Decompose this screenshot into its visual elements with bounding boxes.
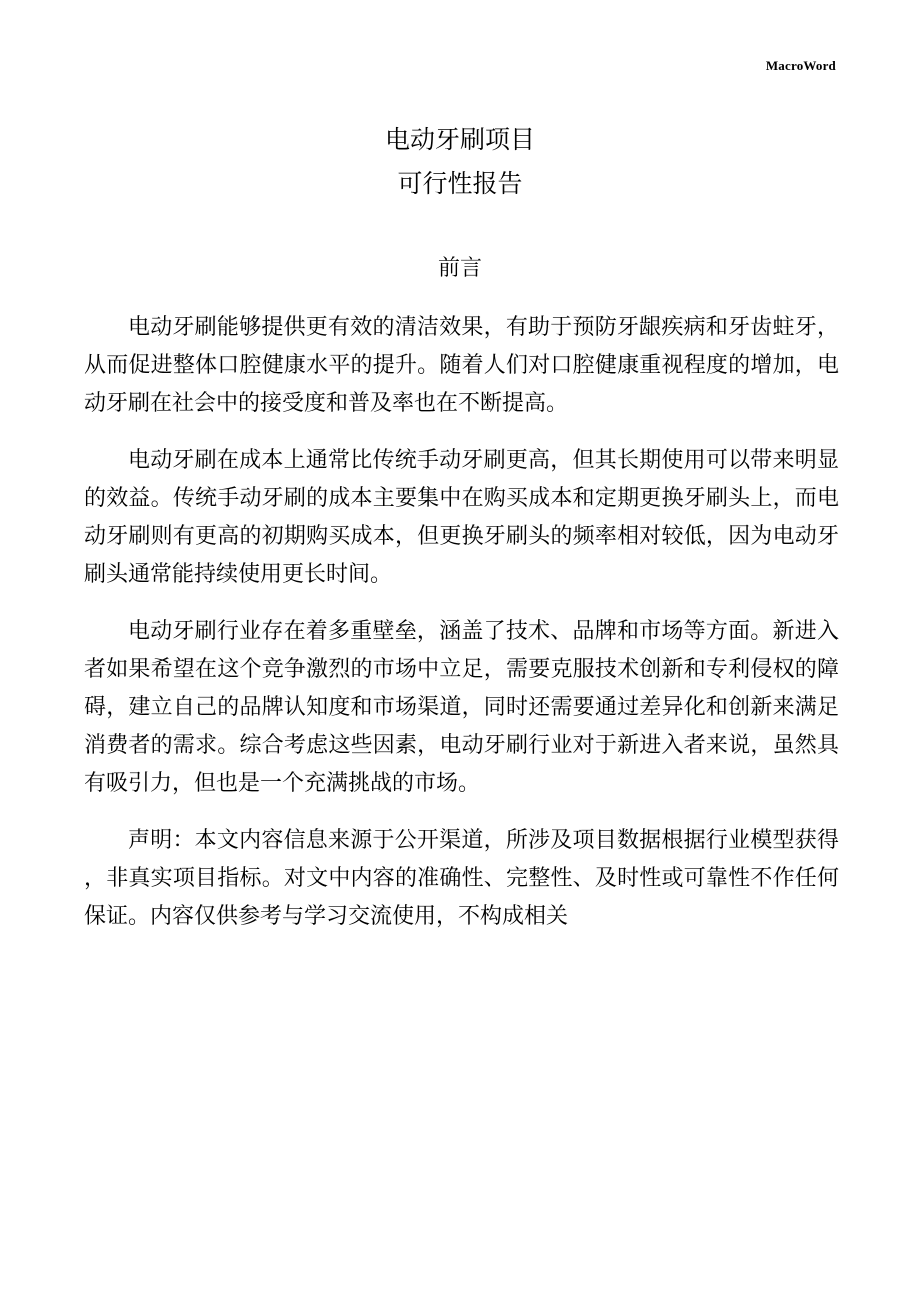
title-line-1: 电动牙刷项目	[384, 125, 535, 154]
header-brand: MacroWord	[765, 58, 836, 73]
title-line-2: 可行性报告	[397, 169, 523, 198]
paragraph-4-disclaimer: 声明：本文内容信息来源于公开渠道，所涉及项目数据根据行业模型获得，非真实项目指标。对文中内容的准确性、完整性、及时性或可靠性不作任何保证。内容仅供参考与学习交流使用，不构成相关	[84, 828, 839, 929]
preface-heading: 前言	[437, 256, 482, 281]
document-title	[0, 118, 920, 206]
paragraph-3: 电动牙刷行业存在着多重壁垒，涵盖了技术、品牌和市场等方面。新进入者如果希望在这个竞争激烈的市场中立足，需要克服技术创新和专利侵权的障碍，建立自己的品牌认知度和市场渠道，同时还需要通过差异化和创新来满足消费者的需求。综合考虑这些因素，电动牙刷行业对于新进入者来说，虽然具有吸引力，但也是一个充满挑战的市场。	[84, 619, 839, 796]
preface-body	[84, 309, 839, 955]
paragraph-1: 电动牙刷能够提供更有效的清洁效果，有助于预防牙龈疾病和牙齿蛀牙，从而促进整体口腔健康水平的提升。随着人们对口腔健康重视程度的增加，电动牙刷在社会中的接受度和普及率也在不断提高。	[84, 315, 839, 416]
paragraph-2: 电动牙刷在成本上通常比传统手动牙刷更高，但其长期使用可以带来明显的效益。传统手动牙刷的成本主要集中在购买成本和定期更换牙刷头上，而电动牙刷则有更高的初期购买成本，但更换牙刷头的频率相对较低，因为电动牙刷头通常能持续使用更长时间。	[84, 448, 839, 587]
